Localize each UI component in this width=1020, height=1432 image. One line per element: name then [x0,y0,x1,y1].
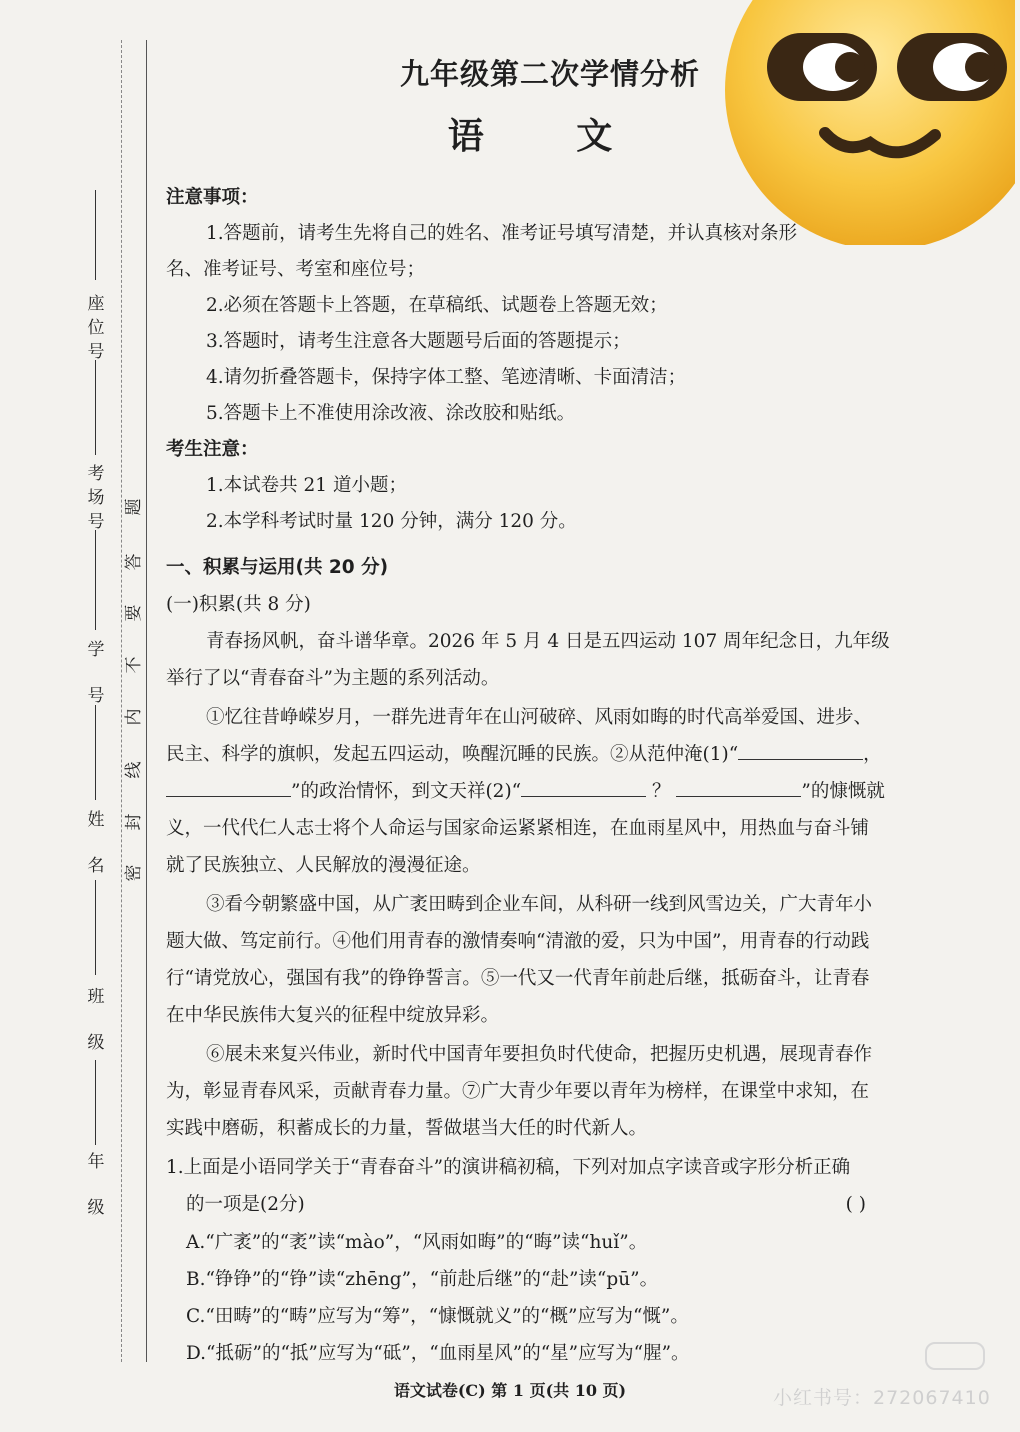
notice-item: 4.请勿折叠答题卡，保持字体工整、笔迹清晰、卡面清洁； [206,367,687,388]
page-title: 九年级第二次学情分析 [399,57,700,91]
candidate-heading: 考生注意： [166,439,259,460]
margin-char: 姓 [87,810,105,830]
passage-line: 题大做、笃定前行。④他们用青春的激情奏响“清澈的爱，只为中国”，用青春的行动践 [166,931,870,952]
passage-line: ①忆往昔峥嵘岁月，一群先进青年在山河破碎、风雨如晦的时代高举爱国、进步、 [206,707,873,728]
fill-blank-2a[interactable] [521,776,646,797]
notice-item: 2.必须在答题卡上答题，在草稿纸、试题卷上答题无效； [206,295,668,316]
number-line [95,530,96,630]
fill-blank-1a[interactable] [738,739,863,760]
subsection-heading: (一)积累(共 8 分) [166,594,311,615]
margin-char: 学 [87,640,105,660]
option-b[interactable]: B.“铮铮”的“铮”读“zhēng”，“前赴后继”的“赴”读“pū”。 [186,1269,659,1290]
watermark: 小红书号：272067410 [773,1387,991,1409]
passage-line: 为，彰显青春风采，贡献青春力量。⑦广大青少年要以青年为榜样，在课堂中求知，在 [166,1081,870,1102]
smirk-emoji-icon [715,0,1015,245]
page-footer: 语文试卷(C) 第 1 页(共 10 页) [393,1381,627,1400]
seal-char: 内 [124,708,144,726]
margin-char: 号 [87,342,105,362]
subject-title: 语 文 [447,115,653,157]
seal-char: 不 [124,656,144,674]
passage-line: 在中华民族伟大复兴的征程中绽放异彩。 [166,1005,500,1026]
seal-char: 密 [124,864,144,882]
grade-label [84,1150,108,1220]
passage-line: ③看今朝繁盛中国，从广袤田畴到企业车间，从科研一线到风雪边关，广大青年小 [206,894,873,915]
passage-line: ”的政治情怀，到文天祥(2)“ ？ ”的慷慨就 [166,774,936,811]
fill-blank-1b[interactable] [166,776,291,797]
margin-char: 号 [87,686,105,706]
class-label [84,985,108,1055]
passage-line: ⑥展未来复兴伟业，新时代中国青年要担负时代使命，把握历史机遇，展现青春作 [206,1044,873,1065]
passage-line: 实践中磨砺，积蓄成长的力量，誓做堪当大任的时代新人。 [166,1118,648,1139]
binding-solid-line [146,40,147,1362]
seal-char: 要 [124,604,144,622]
margin-char: 名 [87,856,105,876]
margin-char: 年 [87,1152,105,1172]
name-label [84,808,108,878]
grade-line [95,1060,96,1145]
answer-bracket[interactable]: ( ) [845,1194,866,1215]
notice-heading: 注意事项： [166,187,259,208]
seat-label [84,292,108,364]
passage-line: 就了民族独立、人民解放的漫漫征途。 [166,855,481,876]
passage-line: 行“请党放心，强国有我”的铮铮誓言。⑤一代又一代青年前赴后继，抵砺奋斗，让青春 [166,968,870,989]
section-heading: 一、积累与运用(共 20 分) [166,557,389,578]
notice-item: 名、准考证号、考室和座位号； [166,259,426,280]
seal-char: 题 [124,498,144,516]
seal-char: 线 [124,761,144,779]
fill-blank-2b[interactable] [676,776,801,797]
option-c[interactable]: C.“田畴”的“畴”应写为“筹”，“慷慨就义”的“概”应写为“慨”。 [186,1306,689,1327]
seal-char: 答 [124,553,144,571]
margin-char: 级 [87,1033,105,1053]
margin-char: 位 [87,318,105,338]
passage-line: 民主、科学的旗帜，发起五四运动，唤醒沉睡的民族。②从范仲淹(1)“ ， [166,737,936,774]
notice-item: 3.答题时，请考生注意各大题题号后面的答题提示； [206,331,631,352]
question-1-stem: 的一项是(2分) ( ) [166,1187,956,1224]
seal-char: 封 [124,813,144,831]
class-line [95,880,96,975]
room-label [84,462,108,534]
binding-dashed-line [121,40,122,1362]
margin-char: 座 [87,294,105,314]
watermark-logo [925,1342,985,1370]
candidate-item: 2.本学科考试时量 120 分钟，满分 120 分。 [206,511,577,532]
number-label [84,638,108,708]
option-a[interactable]: A.“广袤”的“袤”读“mào”，“风雨如晦”的“晦”读“huǐ”。 [186,1232,648,1253]
seat-line [95,190,96,280]
passage-line: 义，一代代仁人志士将个人命运与国家命运紧紧相连，在血雨星风中，用热血与奋斗铺 [166,818,870,839]
candidate-item: 1.本试卷共 21 道小题； [206,475,407,496]
question-1-stem: 1.上面是小语同学关于“青春奋斗”的演讲稿初稿，下列对加点字读音或字形分析正确 [166,1157,851,1178]
margin-char: 级 [87,1198,105,1218]
intro-line: 举行了以“青春奋斗”为主题的系列活动。 [166,668,500,689]
margin-char: 场 [87,488,105,508]
margin-char: 班 [87,987,105,1007]
margin-char: 考 [87,464,105,484]
option-d[interactable]: D.“抵砺”的“抵”应写为“砥”，“血雨星风”的“星”应写为“腥”。 [186,1343,690,1364]
intro-line: 青春扬风帆，奋斗谱华章。2026 年 5 月 4 日是五四运动 107 周年纪念日，九年级 [206,631,890,652]
room-line [95,360,96,455]
notice-item: 1.答题前，请考生先将自己的姓名、准考证号填写清楚，并认真核对条形 [206,223,798,244]
margin-char: 号 [87,512,105,532]
notice-item: 5.答题卡上不准使用涂改液、涂改胶和贴纸。 [206,403,576,424]
name-line [95,705,96,800]
